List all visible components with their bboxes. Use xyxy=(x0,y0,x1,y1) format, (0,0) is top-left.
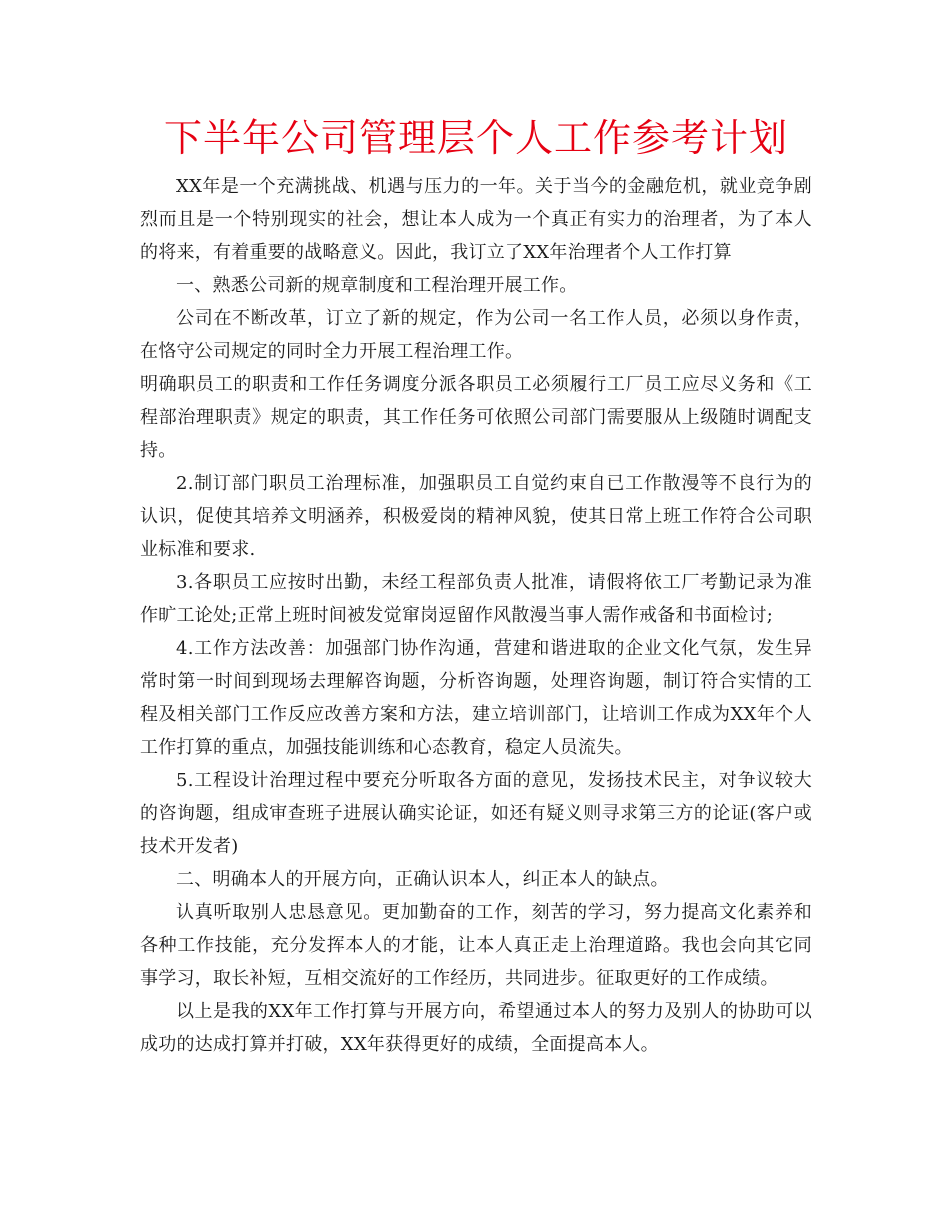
paragraph: 5.工程设计治理过程中要充分听取各方面的意见，发扬技术民主，对争议较大的咨询题，组成审查班子进展认确实论证，如还有疑义则寻求第三方的论证(客户或技术开发者) xyxy=(140,770,812,857)
paragraph: 明确职员工的职责和工作任务调度分派各职员工必须履行工厂员工应尽义务和《工程部治理职责》规定的职责，其工作任务可依照公司部门需要服从上级随时调配支持。 xyxy=(140,374,812,461)
paragraph: 2.制订部门职员工治理标准，加强职员工自觉约束自已工作散漫等不良行为的认识，促使其培养文明涵养，积极爱岗的精神风貌，使其日常上班工作符合公司职业标准和要求. xyxy=(140,473,812,560)
paragraph: 4.工作方法改善：加强部门协作沟通，营建和谐进取的企业文化气氛，发生异常时第一时间到现场去理解咨询题，分析咨询题，处理咨询题，制订符合实情的工程及相关部门工作反应改善方案和方法，建立培训部门，让培训工作成为XX年个人工作打算的重点，加强技能训练和心态教育，稳定人员流失。 xyxy=(140,638,812,758)
paragraph: 二、明确本人的开展方向，正确认识本人，纠正本人的缺点。 xyxy=(176,869,669,890)
document-page xyxy=(140,112,812,1061)
paragraph: 认真听取别人忠恳意见。更加勤奋的工作，刻苦的学习，努力提高文化素养和各种工作技能，充分发挥本人的才能，让本人真正走上治理道路。我也会向其它同事学习，取长补短，互相交流好的工作经历，共同进步。征取更好的工作成绩。 xyxy=(140,902,812,989)
document-body xyxy=(140,170,812,1061)
paragraph: XX年是一个充满挑战、机遇与压力的一年。关于当今的金融危机，就业竞争剧烈而且是一个特别现实的社会，想让本人成为一个真正有实力的治理者，为了本人的将来，有着重要的战略意义。因此，我订立了XX年治理者个人工作打算 xyxy=(140,176,812,263)
paragraph: 公司在不断改革，订立了新的规定，作为公司一名工作人员，必须以身作责，在恪守公司规定的同时全力开展工程治理工作。 xyxy=(140,308,812,362)
paragraph: 3.各职员工应按时出勤，未经工程部负责人批准，请假将依工厂考勤记录为准作旷工论处;正常上班时间被发觉窜岗逗留作风散漫当事人需作戒备和书面检讨; xyxy=(140,572,812,626)
document-title: 下半年公司管理层个人工作参考计划 xyxy=(163,116,788,160)
paragraph: 一、熟悉公司新的规章制度和工程治理开展工作。 xyxy=(176,275,578,296)
paragraph: 以上是我的XX年工作打算与开展方向，希望通过本人的努力及别人的协助可以成功的达成打算并打破，XX年获得更好的成绩，全面提高本人。 xyxy=(140,1001,812,1055)
